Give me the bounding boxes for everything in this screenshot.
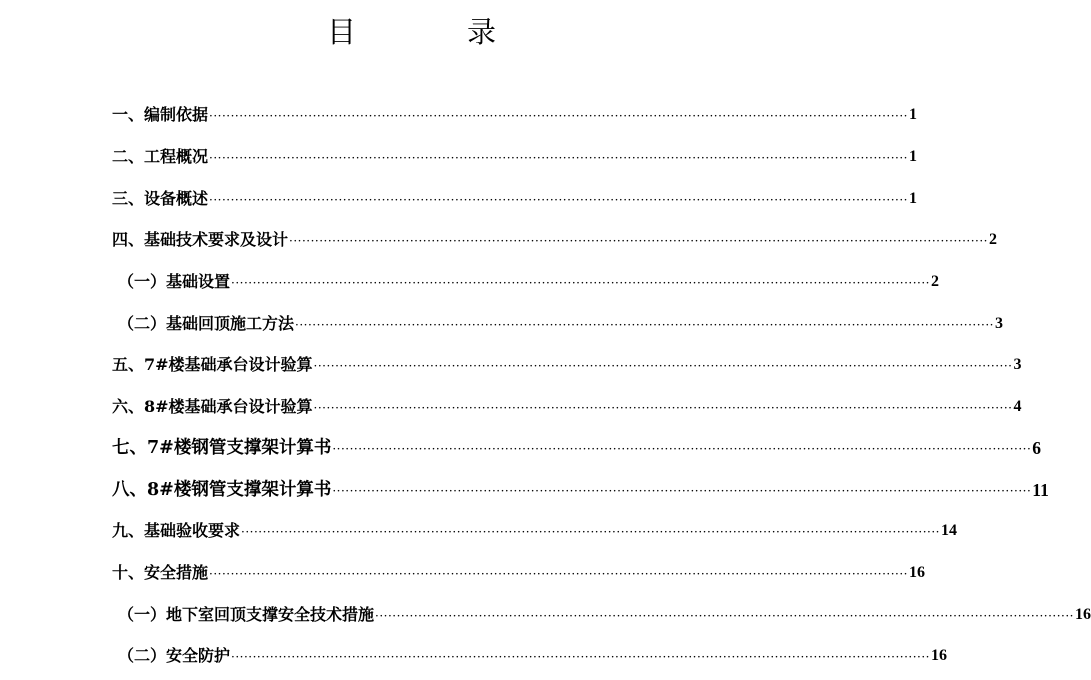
- toc-entry[interactable]: [112, 560, 925, 584]
- toc-entry[interactable]: [112, 394, 1022, 418]
- toc-entry-label: 十、安全措施: [112, 563, 209, 582]
- toc-entry[interactable]: [112, 477, 1049, 501]
- toc-entry-page: 1: [908, 106, 917, 123]
- toc-entry-label: 一、编制依据: [112, 105, 209, 124]
- toc-entry-page: 1: [908, 148, 917, 165]
- toc-entry-label: 三、设备概述: [112, 189, 209, 208]
- toc-entry[interactable]: [118, 643, 947, 667]
- toc-entry-label: 九、基础验收要求: [112, 521, 241, 540]
- title-char-1: 目: [327, 15, 357, 49]
- toc-entry-label: 七、7#楼钢管支撑架计算书: [112, 438, 332, 458]
- toc-leader-dots: ··································································································································································: [209, 151, 908, 165]
- toc-entry-label: （一）地下室回顶支撑安全技术措施: [118, 605, 375, 624]
- toc-entry-label: （一）基础设置: [118, 272, 231, 291]
- toc-entry-page: 3: [1013, 356, 1022, 373]
- toc-leader-dots: ··································································································································································: [241, 525, 940, 539]
- toc-entry-label: （二）安全防护: [118, 646, 231, 665]
- toc-leader-dots: ··································································································································································: [375, 609, 1074, 623]
- toc-leader-dots: ··································································································································································: [332, 442, 1032, 456]
- toc-entry-label: （二）基础回顶施工方法: [118, 314, 295, 333]
- toc-leader-dots: ··································································································································································: [209, 109, 908, 123]
- toc-entry[interactable]: [112, 352, 1022, 376]
- toc-entry-page: 11: [1032, 480, 1049, 500]
- toc-entry[interactable]: [118, 269, 939, 293]
- toc-entry-page: 3: [994, 315, 1003, 332]
- toc-entry[interactable]: [112, 518, 957, 542]
- toc-entry-page: 1: [908, 190, 917, 207]
- toc-leader-dots: ··································································································································································: [209, 567, 908, 581]
- toc-entry-label: 六、8#楼基础承台设计验算: [112, 397, 313, 416]
- toc-entry[interactable]: [118, 311, 1003, 335]
- toc-entry[interactable]: [112, 227, 997, 251]
- title-char-2: 录: [467, 15, 497, 49]
- toc-entry-page: 16: [930, 647, 947, 664]
- toc-entry-label: 四、基础技术要求及设计: [112, 230, 289, 249]
- toc-entry-page: 2: [988, 231, 997, 248]
- toc-entry-label: 二、工程概况: [112, 147, 209, 166]
- toc-leader-dots: ··································································································································································: [332, 484, 1032, 498]
- toc-leader-dots: ··································································································································································: [231, 276, 930, 290]
- toc-leader-dots: ··································································································································································: [313, 359, 1013, 373]
- toc-entry[interactable]: [112, 102, 917, 126]
- toc-entry-page: 16: [1074, 606, 1091, 623]
- toc-entry[interactable]: [118, 602, 1091, 626]
- toc-entry-page: 14: [940, 522, 957, 539]
- toc-entry[interactable]: [112, 186, 917, 210]
- toc-entry-label: 五、7#楼基础承台设计验算: [112, 355, 313, 374]
- toc-entry[interactable]: [112, 435, 1042, 459]
- toc-entry-label: 八、8#楼钢管支撑架计算书: [112, 480, 332, 500]
- toc-leader-dots: ··································································································································································: [231, 650, 930, 664]
- toc-entry-page: 2: [930, 273, 939, 290]
- toc-leader-dots: ··································································································································································: [295, 318, 994, 332]
- toc-entry-page: 4: [1013, 398, 1022, 415]
- toc-entry-page: 16: [908, 564, 925, 581]
- toc-leader-dots: ··································································································································································: [289, 234, 988, 248]
- toc-entry[interactable]: [112, 144, 917, 168]
- toc-leader-dots: ··································································································································································: [313, 401, 1013, 415]
- toc-leader-dots: ··································································································································································: [209, 193, 908, 207]
- toc-entry-page: 6: [1032, 438, 1042, 458]
